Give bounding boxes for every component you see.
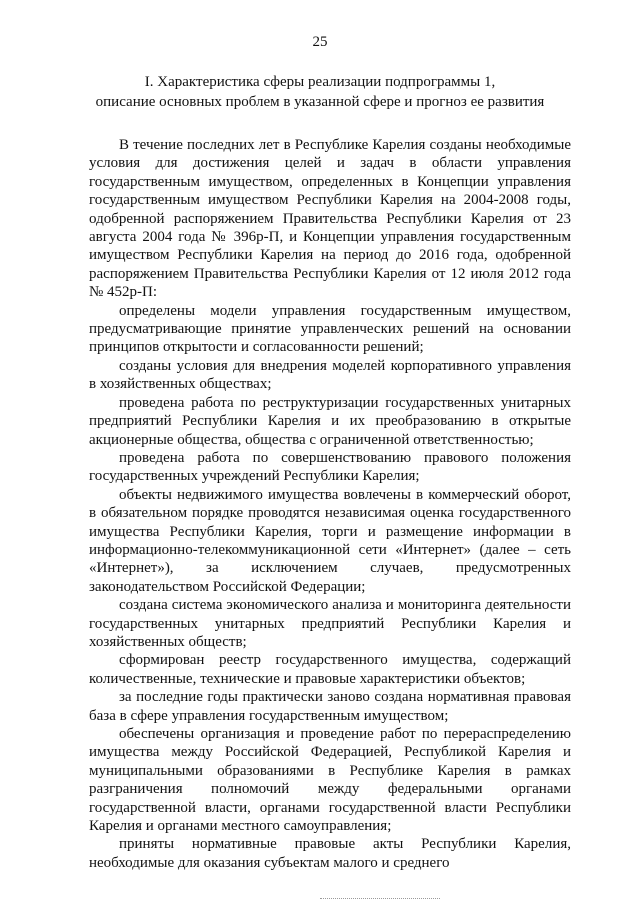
paragraph: создана система экономического анализа и мониторинга деятельности государственных унитарных предприятий Республики Карелия и хозяйственных обществ; <box>89 597 571 650</box>
paragraph: проведена работа по реструктуризации государственных унитарных предприятий Республики Карелия и их преобразованию в открытые акционерные общества, общества с ограниченной ответственностью; <box>89 394 571 448</box>
paragraph: определены модели управления государственным имуществом, предусматривающие принятие управленческих решений на основании принципов открытости и согласованности решений; <box>89 302 571 356</box>
paragraph: сформирован реестр государственного имущества, содержащий количественные, технические и правовые характеристики объектов; <box>89 652 571 687</box>
paragraph: проведена работа по совершенствованию правового положения государственных учреждений Республики Карелия; <box>89 449 571 485</box>
heading-line-1: I. Характеристика сферы реализации подпрограммы 1, <box>144 74 496 90</box>
paragraph: созданы условия для внедрения моделей корпоративного управления в хозяйственных обществах; <box>89 357 571 393</box>
paragraph: В течение последних лет в Республике Карелия созданы необходимые условия для достижения целей и задач в области управления государственным имуществом, определенных в Концепции управления государственным имуществом Республики Карелия на 2004-2008 годы, одобренной распоряжением Правительства Республики Карелия от 23 августа 2004 года № 396р-П, и Концепции управления государственным имуществом Республики Карелия на период до 2016 года, одобренной распоряжением Правительства Республики Карелия от 12 июля 2012 года № 452р-П: <box>89 137 571 301</box>
paragraph: приняты нормативные правовые акты Республики Карелия, необходимые для оказания субъектам малого и среднего <box>89 836 571 871</box>
scan-edge-mark <box>320 898 440 902</box>
paragraph: обеспечены организация и проведение работ по перераспределению имущества между Российской Федерацией, Республикой Карелия и муниципальными образованиями в Республике Карелия в рамках разграничения полномочий между федеральными органами государственной власти, органами государственной власти Республики Карелия и органами местного самоуправления; <box>89 726 571 835</box>
page-number: 25 <box>312 34 328 50</box>
section-heading <box>60 72 580 112</box>
paragraph: объекты недвижимого имущества вовлечены в коммерческий оборот, в обязательном порядке проводятся независимая оценка государственного имущества Республики Карелия, торги и размещение информации в информационно-телекоммуникационной сети «Интернет» (далее – сеть «Интернет»), за исключением случаев, предусмотренных законодательством Российской Федерации; <box>89 486 571 595</box>
heading-line-2: описание основных проблем в указанной сфере и прогноз ее развития <box>95 94 545 110</box>
paragraph: за последние годы практически заново создана нормативная правовая база в сфере управления государственным имуществом; <box>89 689 571 724</box>
body-text <box>89 136 571 872</box>
